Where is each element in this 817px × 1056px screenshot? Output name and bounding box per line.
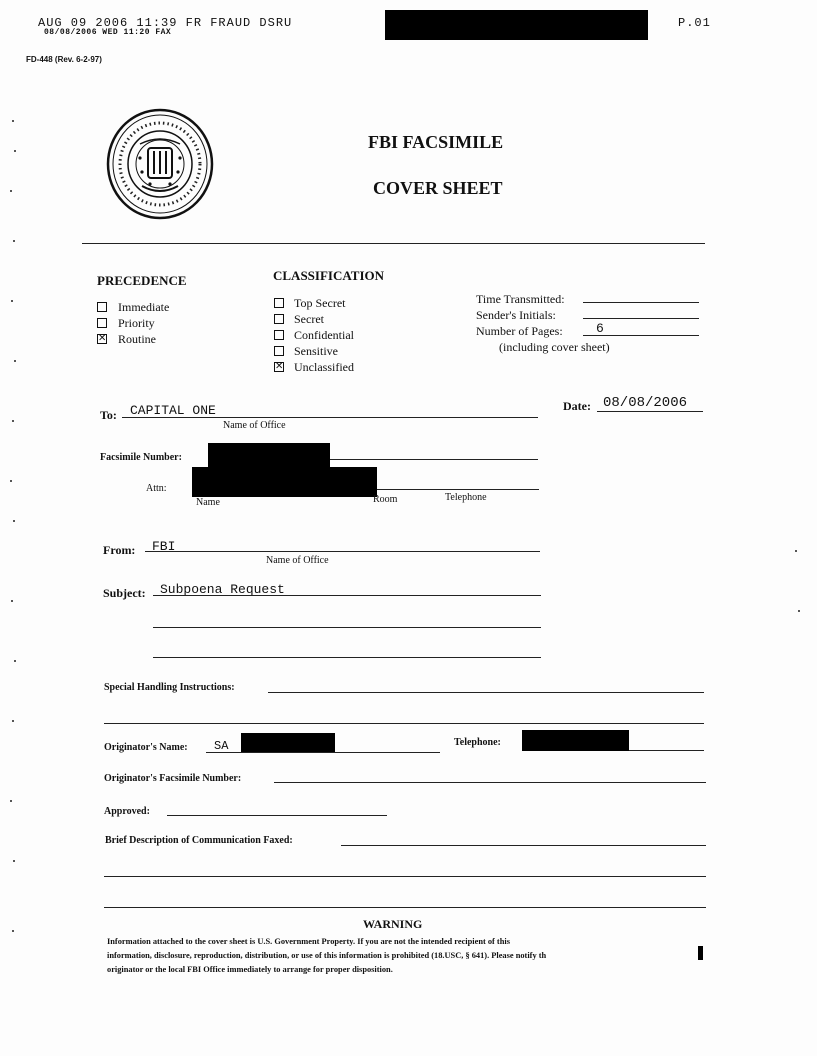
fax-header-line2: 08/08/2006 WED 11:20 FAX: [44, 28, 172, 37]
subject-field-line2[interactable]: [153, 627, 541, 628]
title-line2: COVER SHEET: [373, 178, 503, 198]
precedence-heading: PRECEDENCE: [97, 273, 187, 288]
to-sublabel: Name of Office: [223, 420, 286, 431]
from-value[interactable]: FBI: [152, 539, 176, 554]
redaction-header: [385, 10, 648, 40]
time-transmitted-label: Time Transmitted:: [476, 292, 565, 306]
originator-name-prefix[interactable]: SA: [214, 739, 229, 753]
attn-name-label: Name: [196, 497, 220, 508]
senders-initials-label: Sender's Initials:: [476, 308, 556, 322]
originator-name-field: [206, 752, 440, 753]
warning-heading: WARNING: [363, 917, 423, 931]
number-of-pages-field: [583, 335, 699, 336]
from-label: From:: [103, 543, 136, 557]
attn-field-line[interactable]: [377, 489, 539, 490]
to-label: To:: [100, 408, 117, 422]
warning-line2: information, disclosure, reproduction, distribution, or use of this information is prohibited (18.USC, § 641). Please notify th: [107, 951, 547, 960]
facsimile-number-label: Facsimile Number:: [100, 452, 182, 463]
redaction-originator-name: [241, 733, 335, 753]
checkbox-confidential[interactable]: [274, 330, 284, 340]
subject-value[interactable]: Subpoena Request: [160, 582, 285, 597]
subject-field-line1: [153, 595, 541, 596]
label-sensitive: Sensitive: [294, 344, 338, 358]
description-label: Brief Description of Communication Faxed:: [105, 835, 293, 846]
separator-line: [82, 243, 705, 244]
pages-note: (including cover sheet): [499, 340, 610, 354]
attn-telephone-label: Telephone: [445, 492, 487, 503]
label-routine: Routine: [118, 332, 156, 346]
senders-initials-field[interactable]: [583, 318, 699, 319]
approved-label: Approved:: [104, 806, 150, 817]
date-label: Date:: [563, 399, 591, 413]
attn-label: Attn:: [146, 483, 167, 494]
approved-field[interactable]: [167, 815, 387, 816]
attn-room-label: Room: [373, 494, 398, 505]
number-of-pages-label: Number of Pages:: [476, 324, 563, 338]
fax-header-line1: AUG 09 2006 11:39 FR FRAUD DSRU: [38, 16, 293, 30]
from-field-line: [145, 551, 540, 552]
originator-fax-label: Originator's Facsimile Number:: [104, 773, 242, 784]
date-field-line: [597, 411, 703, 412]
originator-name-label: Originator's Name:: [104, 742, 188, 753]
checkbox-top-secret[interactable]: [274, 298, 284, 308]
to-value[interactable]: CAPITAL ONE: [130, 403, 216, 418]
time-transmitted-field[interactable]: [583, 302, 699, 303]
checkbox-secret[interactable]: [274, 314, 284, 324]
subject-field-line3[interactable]: [153, 657, 541, 658]
special-handling-field-line1[interactable]: [268, 692, 704, 693]
label-top-secret: Top Secret: [294, 296, 346, 310]
title-line1: FBI FACSIMILE: [368, 132, 504, 152]
checkbox-unclassified[interactable]: ✕: [275, 361, 284, 372]
description-field-line1[interactable]: [341, 845, 706, 846]
redaction-originator-telephone: [522, 730, 629, 751]
fbi-seal-icon: [106, 108, 214, 220]
fax-page-marker: P.01: [678, 16, 711, 30]
facsimile-number-field[interactable]: [330, 459, 538, 460]
checkbox-priority[interactable]: [97, 318, 107, 328]
label-secret: Secret: [294, 312, 324, 326]
warning-line3: originator or the local FBI Office immediately to arrange for proper disposition.: [107, 965, 393, 974]
originator-telephone-field[interactable]: [629, 750, 704, 751]
from-sublabel: Name of Office: [266, 555, 329, 566]
description-field-line2[interactable]: [104, 876, 706, 877]
checkbox-sensitive[interactable]: [274, 346, 284, 356]
redaction-fax-number: [208, 443, 330, 467]
label-confidential: Confidential: [294, 328, 354, 342]
originator-fax-field[interactable]: [274, 782, 706, 783]
redaction-warning-edge: [698, 946, 703, 960]
form-number: FD-448 (Rev. 6-2-97): [26, 55, 102, 64]
number-of-pages-value[interactable]: 6: [596, 321, 604, 336]
label-unclassified: Unclassified: [294, 360, 354, 374]
to-field-line: [122, 417, 538, 418]
label-immediate: Immediate: [118, 300, 170, 314]
special-handling-label: Special Handling Instructions:: [104, 682, 235, 693]
checkbox-immediate[interactable]: [97, 302, 107, 312]
subject-label: Subject:: [103, 586, 146, 600]
label-priority: Priority: [118, 316, 155, 330]
redaction-attn: [192, 467, 377, 497]
warning-line1: Information attached to the cover sheet is U.S. Government Property. If you are not the intended recipient of this: [107, 937, 510, 946]
special-handling-field-line2[interactable]: [104, 723, 704, 724]
date-value[interactable]: 08/08/2006: [603, 395, 688, 411]
originator-telephone-label: Telephone:: [454, 737, 501, 748]
classification-heading: CLASSIFICATION: [273, 268, 385, 283]
checkbox-routine[interactable]: ✕: [98, 333, 107, 344]
description-field-line3[interactable]: [104, 907, 706, 908]
